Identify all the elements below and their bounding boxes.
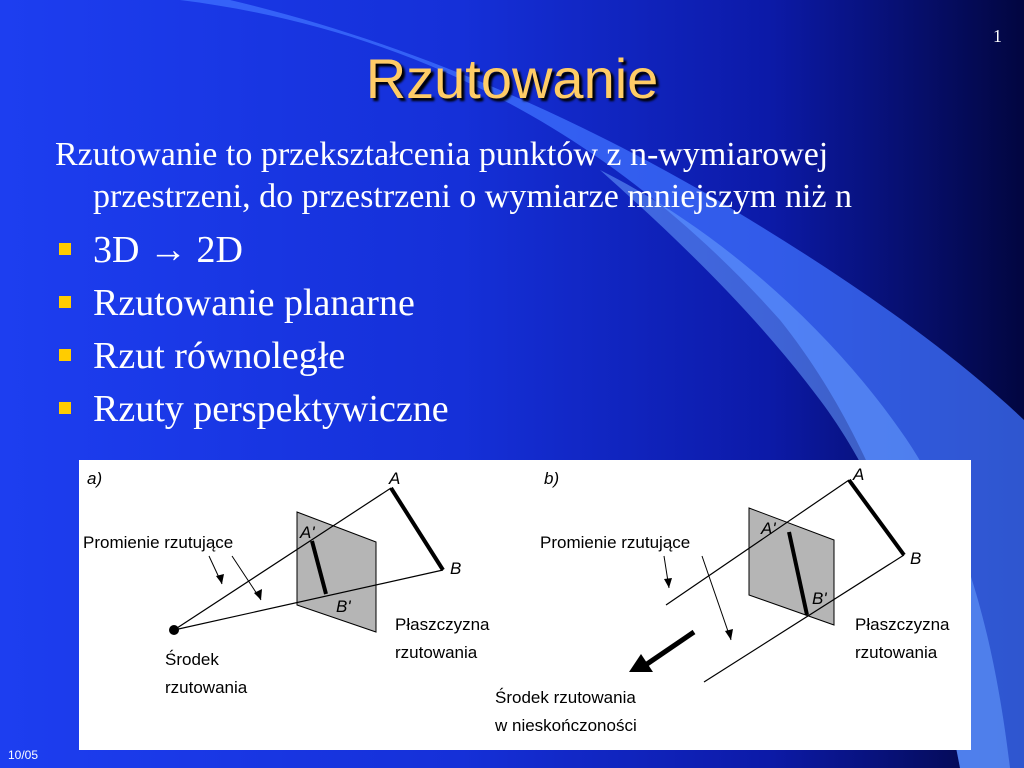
plane-label-line-1: Płaszczyzna [395,615,490,634]
point-b-proj-label: B' [336,597,351,616]
bullet-item [55,224,449,277]
bullet-text: 3D → 2D [93,229,243,271]
bullet-item [55,330,449,383]
intro-line-2: przestrzeni, do przestrzeni o wymiarze mniejszym niż n [93,178,853,215]
arrow-head-icon [216,574,224,584]
center-label-line-1: Środek rzutowania [495,688,636,707]
bullet-text: Rzuty perspektywiczne [93,388,449,430]
arrow-head-icon [725,629,733,640]
slide-number: 1 [993,26,1002,46]
center-label-line-2: rzutowania [165,678,248,697]
point-b-label: B [910,549,922,568]
bullet-square-icon [59,243,71,255]
panel-a-label: a) [87,469,103,488]
panel-a [83,469,490,697]
point-a-label: A [389,469,401,488]
pointer-line [702,556,731,640]
bullet-square-icon [59,296,71,308]
rays-label: Promienie rzutujące [540,533,691,552]
footer-date: 10/05 [8,748,39,762]
bullet-text: Rzut równoległe [93,335,346,377]
rays-label: Promienie rzutujące [83,533,234,552]
plane-label-line-2: rzutowania [395,643,478,662]
projection-figure [79,460,971,750]
point-a-label: A [853,465,865,484]
panel-b [494,465,950,735]
intro-text [55,134,1005,218]
point-a-proj-label: A' [300,523,315,542]
panel-b-label: b) [544,469,560,488]
bullet-item [55,383,449,436]
plane-label-line-2: rzutowania [855,643,938,662]
bullet-item [55,277,449,330]
point-a-proj-label: A' [761,519,776,538]
plane-label-line-1: Płaszczyzna [855,615,950,634]
point-b-proj-label: B' [812,589,827,608]
segment-ab [849,480,904,555]
center-label-line-2: w nieskończoności [495,716,637,735]
center-point [169,625,179,635]
intro-line-1: Rzutowanie to przekształcenia punktów z n-wymiarowej [55,136,829,173]
bullet-square-icon [59,349,71,361]
slide-title: Rzutowanie [365,47,659,110]
arrow-head-icon [664,578,672,588]
direction-arrow [647,632,694,664]
bullet-list [55,224,449,436]
point-b-label: B [450,559,462,578]
bullet-square-icon [59,402,71,414]
bullet-text: Rzutowanie planarne [93,282,415,324]
segment-ab [391,488,443,570]
center-label-line-1: Środek [165,650,219,669]
projection-diagram [79,460,971,750]
